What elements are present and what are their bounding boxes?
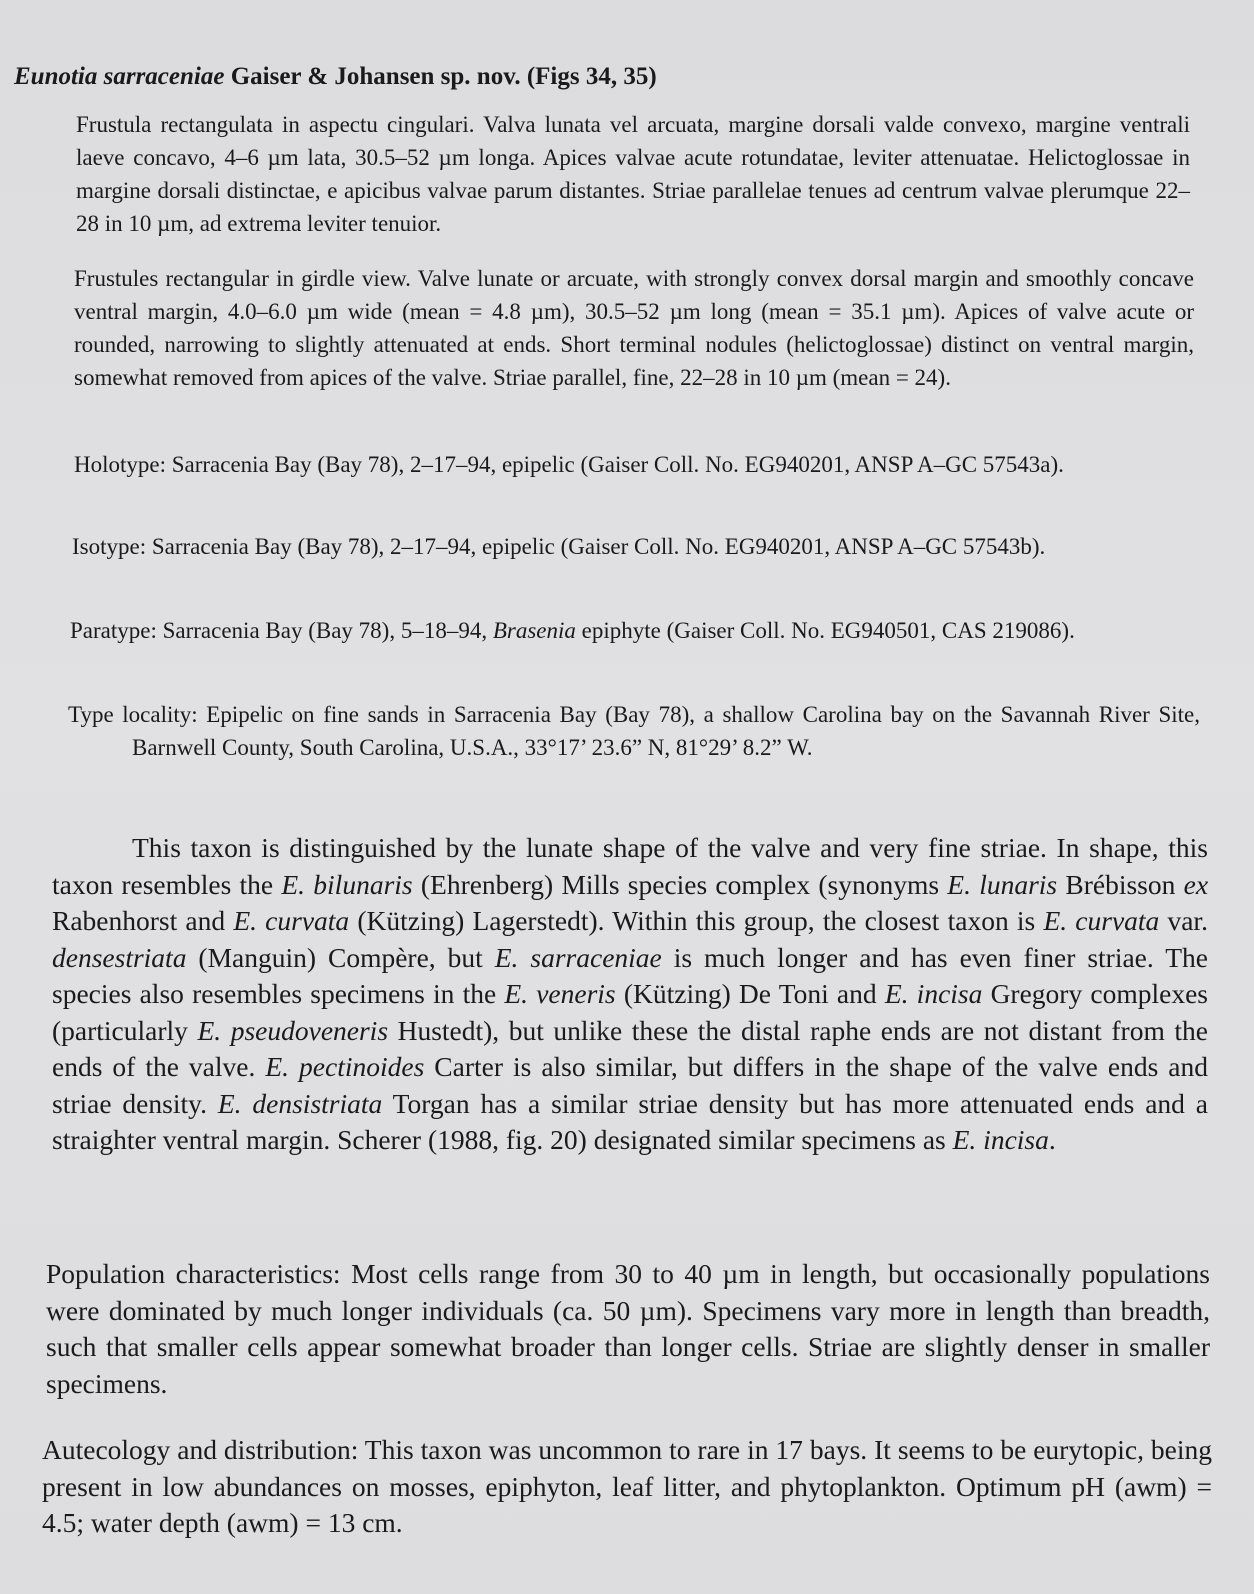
paratype-entry bbox=[70, 614, 1200, 647]
discussion-text: (Ehrenberg) Mills species complex (synonyms bbox=[412, 868, 948, 900]
taxon-name: E. incisa bbox=[884, 978, 983, 1009]
type-locality-entry: Type locality: Epipelic on fine sands in Sarracenia Bay (Bay 78), a shallow Carolina bay on the Savannah River Site, Barnwell County, South Carolina, U.S.A., 33°17’ 23.6” N, 81°29’ 8.2” W. bbox=[68, 702, 1200, 760]
taxon-name: E. pectinoides bbox=[265, 1051, 425, 1082]
taxon-name: E. pseudoveneris bbox=[197, 1014, 389, 1046]
discussion-text: is much longer and has even finer striae. The species also resembles specimens in the bbox=[52, 941, 1208, 1009]
latin-ex: ex bbox=[1183, 868, 1209, 900]
discussion-text: (Kützing) Lagerstedt). Within this group, the closest taxon is bbox=[349, 905, 1044, 936]
taxon-name: E. bilunaris bbox=[281, 868, 413, 900]
discussion-text: (Kützing) De Toni and bbox=[615, 978, 885, 1009]
taxon-name: E. sarraceniae bbox=[494, 941, 662, 973]
population-characteristics: Population characteristics: Most cells range from 30 to 40 µm in length, but occasionally populations were dominated by much longer individuals (ca. 50 µm). Specimens vary more in length than breadth, such that smaller cells appear somewhat broader than longer cells. Striae are slightly denser in smaller specimens. bbox=[46, 1258, 1210, 1399]
discussion-text: This taxon is distinguished by the lunate shape of the valve and very fine striae. In shape, this taxon resembles the bbox=[52, 832, 1208, 900]
discussion-text: Hustedt), but unlike these the distal raphe ends are not distant from the ends of the valve. bbox=[52, 1014, 1208, 1082]
species-authority: Gaiser & Johansen sp. nov. (Figs 34, 35) bbox=[224, 63, 657, 90]
paratype-text-end: epiphyte (Gaiser Coll. No. EG940501, CAS 219086). bbox=[575, 618, 1075, 643]
discussion-text: Brébisson bbox=[1057, 868, 1184, 900]
discussion-text: Gregory complexes (particularly bbox=[52, 978, 1208, 1046]
paratype-host-genus: Brasenia bbox=[492, 618, 576, 643]
paratype-text-start: Paratype: Sarracenia Bay (Bay 78), 5–18–94, bbox=[70, 618, 493, 643]
discussion-paragraph bbox=[52, 830, 1208, 1159]
species-heading bbox=[14, 60, 1214, 94]
holotype-entry: Holotype: Sarracenia Bay (Bay 78), 2–17–94, epipelic (Gaiser Coll. No. EG940201, ANSP A–GC 57543a). bbox=[74, 452, 1064, 477]
discussion-text: Torgan has a similar striae density but has more attenuated ends and a straighter ventral margin. Scherer (1988, fig. 20) designated similar specimens as bbox=[52, 1087, 1208, 1155]
taxon-name: E. curvata bbox=[1043, 905, 1160, 936]
discussion-text: . bbox=[1048, 1124, 1056, 1155]
taxon-name: E. curvata bbox=[233, 905, 350, 936]
discussion-text: (Manguin) Compère, but bbox=[186, 941, 495, 973]
discussion-text: var. bbox=[1159, 905, 1208, 936]
species-name: Eunotia sarraceniae bbox=[14, 63, 225, 90]
discussion-text: Rabenhorst and bbox=[52, 905, 234, 936]
taxon-name: densestriata bbox=[52, 941, 187, 973]
latin-diagnosis: Frustula rectangulata in aspectu cingulari. Valva lunata vel arcuata, margine dorsali valde convexo, margine ventrali laeve concavo, 4–6 µm lata, 30.5–52 µm longa. Apices valvae acute rotundatae, leviter attenuatae. Helictoglossae in margine dorsali distinctae, e apicibus valvae parum distantes. Striae parallelae tenues ad centrum valvae plerumque 22–28 in 10 µm, ad extrema leviter tenuior. bbox=[76, 112, 1190, 236]
isotype-entry: Isotype: Sarracenia Bay (Bay 78), 2–17–94, epipelic (Gaiser Coll. No. EG940201, ANSP A–GC 57543b). bbox=[72, 534, 1046, 559]
discussion-text: Carter is also similar, but differs in the shape of the valve ends and striae density. bbox=[52, 1051, 1209, 1119]
taxon-name: E. veneris bbox=[504, 978, 616, 1009]
taxon-name: E. lunaris bbox=[947, 868, 1058, 900]
taxon-name: E. incisa bbox=[952, 1124, 1049, 1155]
english-description: Frustules rectangular in girdle view. Valve lunate or arcuate, with strongly convex dorsal margin and smoothly concave ventral margin, 4.0–6.0 µm wide (mean = 4.8 µm), 30.5–52 µm long (mean = 35.1 µm). Apices of valve acute or rounded, narrowing to slightly attenuated at ends. Short terminal nodules (helictoglossae) distinct on ventral margin, somewhat removed from apices of the valve. Striae parallel, fine, 22–28 in 10 µm (mean = 24). bbox=[74, 266, 1194, 390]
autecology-distribution: Autecology and distribution: This taxon was uncommon to rare in 17 bays. It seems to be eurytopic, being present in low abundances on mosses, epiphyton, leaf litter, and phytoplankton. Optimum pH (awm) = 4.5; water depth (awm) = 13 cm. bbox=[42, 1434, 1212, 1538]
taxon-name: E. densistriata bbox=[217, 1087, 383, 1119]
